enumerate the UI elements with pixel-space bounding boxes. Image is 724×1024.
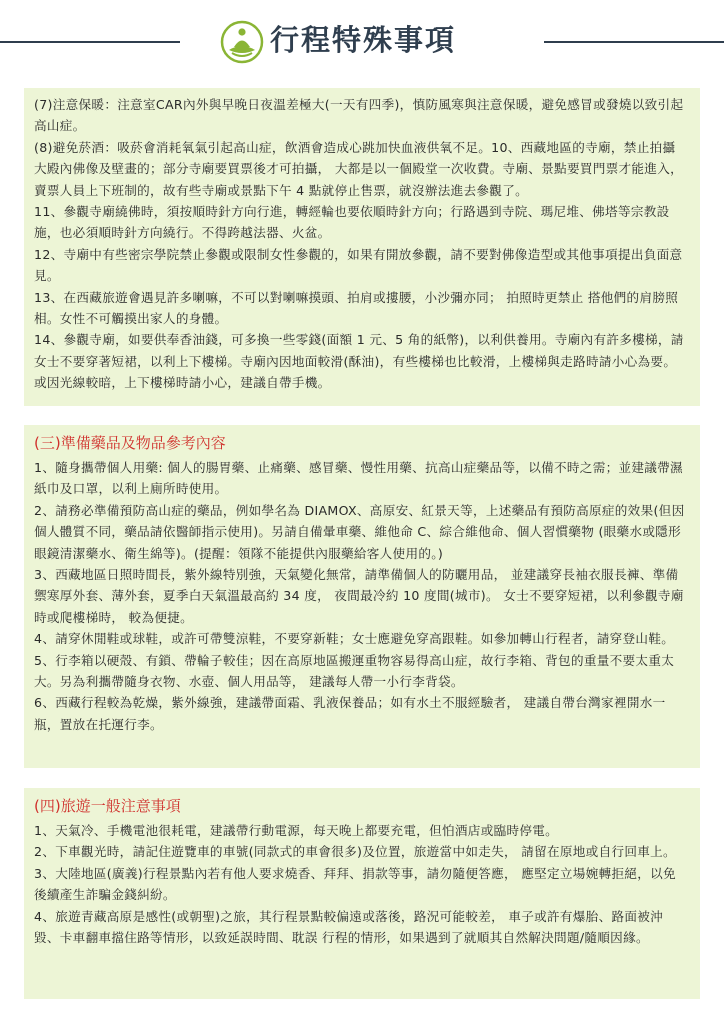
paragraph: 5、行李箱以硬殼、有鎖、帶輪子較佳；因在高原地區搬運重物容易得高山症，故行李箱、背包的重量不要太重太大。另為利攜帶隨身衣物、水壺、個人用品等， 建議每人帶一小行李背袋。: [34, 652, 675, 690]
section-title: (四)旅遊一般注意事項: [34, 797, 181, 815]
paragraph: 2、下車觀光時，請記住遊覽車的車號(同款式的車會很多)及位置，旅遊當中如走失， 請留在原地或自行回車上。: [34, 844, 676, 860]
paragraph: 4、旅遊青藏高原是感性(或朝聖)之旅，其行程景點較偏遠或落後，路況可能較差， 車子或許有爆胎、路面被沖毀、卡車翻車擋住路等情形，以致延誤時間、耽誤 行程的情形，如果遇到了就順其自然解決問題/隨順因緣。: [34, 908, 664, 946]
paragraph: (7)注意保暖：注意室CAR內外與早晚日夜溫差極大(一天有四季)，慎防風寒與注意保暖，避免感冒或發燒以致引起高山症。: [34, 97, 684, 134]
page-header: [0, 0, 724, 82]
lotus-meditation-logo-icon: [220, 20, 264, 64]
paragraph: 14、參觀寺廟，如要供奉香油錢，可多換一些零錢(面額 1 元、5 角的紙幣)，以利供養用。寺廟內有許多樓梯，請女士不要穿著短裙，以利上下樓梯。寺廟內因地面較滑(酥油)，有些樓梯也比較滑，上樓梯與走路時請小心為要。或因光線較暗，上下樓梯時請小心，建議自帶手機。: [34, 332, 684, 391]
paragraph: 6、西藏行程較為乾燥，紫外線強，建議帶面霜、乳液保養品；如有水土不服經驗者， 建議自帶台灣家裡開水一瓶，置放在托運行李。: [34, 695, 666, 732]
general-travel-notes-panel: [24, 788, 700, 999]
paragraph: 3、西藏地區日照時間長，紫外線特別強，天氣變化無常，請準備個人的防曬用品， 並建議穿長袖衣服長褲、準備禦寒厚外套、薄外套，夏季白天氣溫最高約 34 度， 夜間最冷約 10 度間(城市)。 女士不要穿短裙，以利參觀寺廟時或爬樓梯時， 較為便捷。: [34, 567, 684, 625]
page-title: 行程特殊事項: [270, 23, 457, 57]
paragraph: 1、天氣冷、手機電池很耗電，建議帶行動電源，每天晚上都要充電，但怕酒店或臨時停電。: [34, 823, 559, 838]
paragraph: 1、隨身攜帶個人用藥: 個人的腸胃藥、止痛藥、感冒藥、慢性用藥、抗高山症藥品等，以備不時之需；並建議帶濕紙巾及口罩，以利上廁所時使用。: [34, 460, 683, 497]
header-divider-left: [0, 41, 180, 43]
precautions-panel: [24, 88, 700, 406]
medicine-items-panel: [24, 425, 700, 768]
paragraph: 2、請務必準備預防高山症的藥品，例如學名為 DIAMOX、高原安、紅景天等，上述藥品有預防高原症的效果(但因個人體質不同，藥品請依醫師指示使用)。另請自備暈車藥、維他命 C、綜合維他命、個人習慣藥物 (眼藥水或隱形眼鏡清潔藥水、衛生綿等)。(提醒：領隊不能提供內服藥給客人使用的。): [34, 502, 685, 561]
paragraph: 12、寺廟中有些密宗學院禁止參觀或限制女性參觀的，如果有開放參觀，請不要對佛像造型或其他事項提出負面意見。: [34, 246, 683, 284]
paragraph: (8)避免菸酒：吸菸會消耗氧氣引起高山症，飲酒會造成心跳加快血液供氧不足。10、西藏地區的寺廟，禁止拍攝大殿內佛像及壁畫的；部分寺廟要買票後才可拍攝， 大都是以一個殿堂一次收費。寺廟、景點要買門票才能進入，賣票人員上下班制的，故有些寺廟或景點下午 4 點就停止售票，就沒辦法進去參觀了。: [34, 139, 683, 198]
section-title: (三)準備藥品及物品參考內容: [34, 434, 226, 452]
paragraph: 4、請穿休閒鞋或球鞋，或許可帶雙涼鞋，不要穿新鞋；女士應避免穿高跟鞋。如參加轉山行程者，請穿登山鞋。: [34, 631, 675, 647]
header-divider-right: [544, 41, 724, 43]
paragraph: 3、大陸地區(廣義)行程景點內若有他人要求燒香、拜拜、捐款等事，請勿隨便答應， 應堅定立場婉轉拒絕，以免後續產生詐騙金錢糾紛。: [34, 865, 676, 903]
paragraph: 13、在西藏旅遊會遇見許多喇嘛，不可以對喇嘛摸頭、拍肩或摟腰，小沙彌亦同； 拍照時更禁止 搭他們的肩膀照相。女性不可觸摸出家人的身體。: [34, 289, 679, 327]
paragraph: 11、參觀寺廟繞佛時，須按順時針方向行進，轉經輪也要依順時針方向；行路遇到寺院、瑪尼堆、佛塔等宗教設施，也必須順時針方向繞行。不得跨越法器、火盆。: [34, 204, 670, 241]
